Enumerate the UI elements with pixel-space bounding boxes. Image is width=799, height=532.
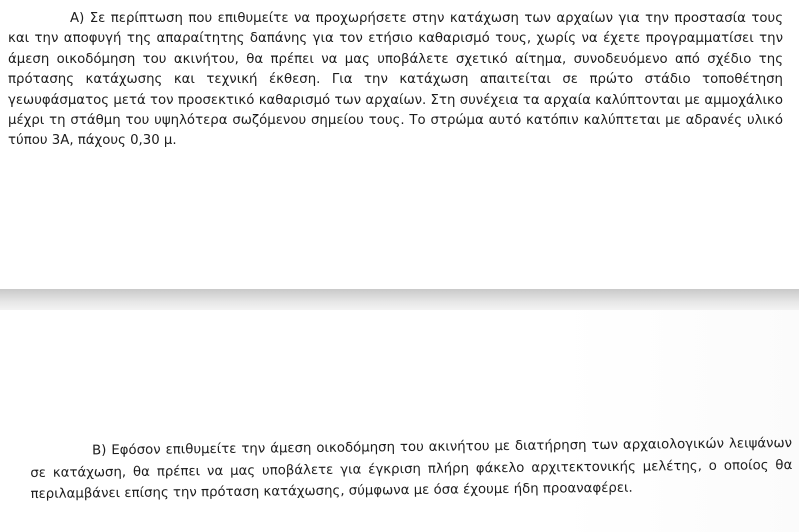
paragraph-section-a: Α) Σε περίπτωση που επιθυμείτε να προχωρήσετε στην κατάχωση των αρχαίων για την προστασία τους και την αποφυγή της απαραίτητης δαπάνης για τον ετήσιο καθαρισμό τους, χωρίς να έχετε προγραμματίσει την άμεση οικοδόμηση του ακινήτου, θα πρέπει να μας υποβάλετε σχετικό αίτημα, συνοδευόμενο από σχέδιο της πρότασης κατάχωσης και τεχνική έκθεση. Για την κατάχωση απαιτείται σε πρώτο στάδιο τοποθέτηση γεωυφάσματος μετά τον προσεκτικό καθαρισμό των αρχαίων. Στη συνέχεια τα αρχαία καλύπτονται με αμμοχάλικο μέχρι τη στάθμη του υψηλότερα σωζόμενου σημείου τους. Το στρώμα αυτό κατόπιν καλύπτεται με αδρανές υλικό τύπου 3Α, πάχους 0,30 μ. [8,11,783,149]
paragraph-section-b-wrapper [30,433,793,505]
paragraph-section-b: Β) Εφόσον επιθυμείτε την άμεση οικοδόμηση του ακινήτου με διατήρηση των αρχαιολογικών λειψάνων σε κατάχωση, θα πρέπει να μας υποβάλετε για έγκριση πλήρη φάκελο αρχιτεκτονικής μελέτης, ο οποίος θα περιλαμβάνει επίσης την πρόταση κατάχωσης, σύμφωνα με όσα έχουμε ήδη προαναφέρει. [30,436,793,502]
page-gap [0,289,799,310]
